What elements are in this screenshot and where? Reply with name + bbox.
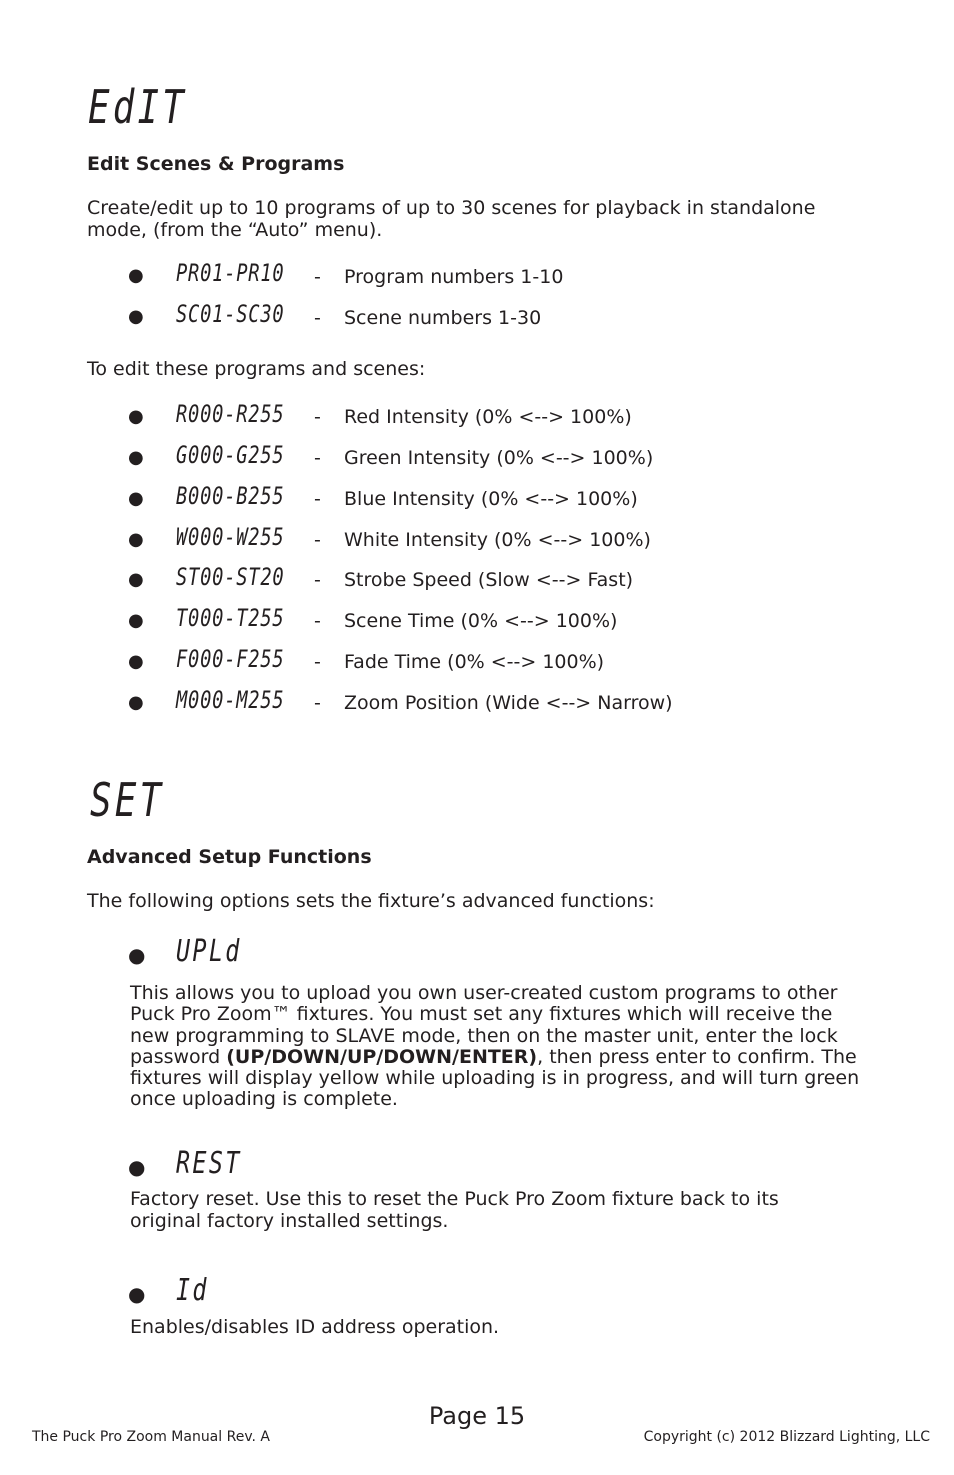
param-desc: Blue Intensity (0% <--> 100%) xyxy=(344,488,638,510)
param-desc: Green Intensity (0% <--> 100%) xyxy=(344,447,654,469)
footer-copyright: Copyright (c) 2012 Blizzard Lighting, LLC xyxy=(643,1429,930,1445)
set-intro: The following options sets the fixture’s advanced functions: xyxy=(87,890,655,912)
range-desc: Program numbers 1-10 xyxy=(344,266,564,288)
upld-code: UPLd xyxy=(176,934,242,969)
bullet-icon: ● xyxy=(128,651,144,672)
param-code: R000-R255 xyxy=(176,400,285,428)
param-desc: Fade Time (0% <--> 100%) xyxy=(344,651,605,673)
param-code: T000-T255 xyxy=(176,604,285,632)
bullet-icon: ● xyxy=(128,529,144,550)
upld-text-end: , then press enter to confirm. The fixtures will display yellow while uploading is in progress, and will turn green once uploading is complete. xyxy=(130,1045,860,1111)
param-desc: Scene Time (0% <--> 100%) xyxy=(344,610,618,632)
bullet-icon: ● xyxy=(128,265,144,286)
bullet-icon: ● xyxy=(128,610,144,631)
dash: - xyxy=(314,569,321,591)
upld-password: (UP/DOWN/UP/DOWN/ENTER) xyxy=(226,1045,538,1068)
dash: - xyxy=(314,266,321,288)
set-lcd-title: SET xyxy=(90,773,165,827)
set-heading: Advanced Setup Functions xyxy=(87,846,372,868)
dash: - xyxy=(314,447,321,469)
range-desc: Scene numbers 1-30 xyxy=(344,307,542,329)
edit-lcd-title: EdIT xyxy=(88,80,187,134)
param-code: M000-M255 xyxy=(176,686,285,714)
upld-description xyxy=(130,983,865,1111)
id-description: Enables/disables ID address operation. xyxy=(130,1316,500,1338)
bullet-icon: ● xyxy=(128,447,144,468)
page-number: Page 15 xyxy=(428,1402,526,1430)
dash: - xyxy=(314,307,321,329)
bullet-icon: ● xyxy=(128,488,144,509)
edit-sub-intro: To edit these programs and scenes: xyxy=(87,358,426,380)
dash: - xyxy=(314,406,321,428)
param-code: F000-F255 xyxy=(176,645,285,673)
param-code: ST00-ST20 xyxy=(176,563,285,591)
range-code: PR01-PR10 xyxy=(176,259,285,287)
param-code: B000-B255 xyxy=(176,482,285,510)
edit-intro: Create/edit up to 10 programs of up to 30 scenes for playback in standalone mode, (from the “Auto” menu). xyxy=(87,197,816,241)
bullet-icon: ● xyxy=(128,943,146,967)
edit-heading: Edit Scenes & Programs xyxy=(87,153,345,175)
dash: - xyxy=(314,692,321,714)
param-desc: White Intensity (0% <--> 100%) xyxy=(344,529,651,551)
rest-description: Factory reset. Use this to reset the Puck Pro Zoom fixture back to its original factory installed settings. xyxy=(130,1188,779,1232)
footer-manual-title: The Puck Pro Zoom Manual Rev. A xyxy=(32,1429,270,1445)
bullet-icon: ● xyxy=(128,306,144,327)
bullet-icon: ● xyxy=(128,692,144,713)
dash: - xyxy=(314,651,321,673)
id-code: Id xyxy=(176,1273,209,1308)
rest-code: REST xyxy=(176,1146,242,1181)
bullet-icon: ● xyxy=(128,1155,146,1179)
dash: - xyxy=(314,488,321,510)
param-desc: Zoom Position (Wide <--> Narrow) xyxy=(344,692,673,714)
param-code: W000-W255 xyxy=(176,523,285,551)
bullet-icon: ● xyxy=(128,406,144,427)
param-desc: Strobe Speed (Slow <--> Fast) xyxy=(344,569,634,591)
upld-text: This allows you to upload you own user-created custom programs to other Puck Pro Zoom™ fixtures. You must set any fixtures which will receive the new programming to SLAVE mode, then on the master unit, enter the lock password xyxy=(130,982,838,1068)
range-code: SC01-SC30 xyxy=(176,300,285,328)
dash: - xyxy=(314,610,321,632)
param-desc: Red Intensity (0% <--> 100%) xyxy=(344,406,632,428)
dash: - xyxy=(314,529,321,551)
param-code: G000-G255 xyxy=(176,441,285,469)
bullet-icon: ● xyxy=(128,1282,146,1306)
bullet-icon: ● xyxy=(128,569,144,590)
